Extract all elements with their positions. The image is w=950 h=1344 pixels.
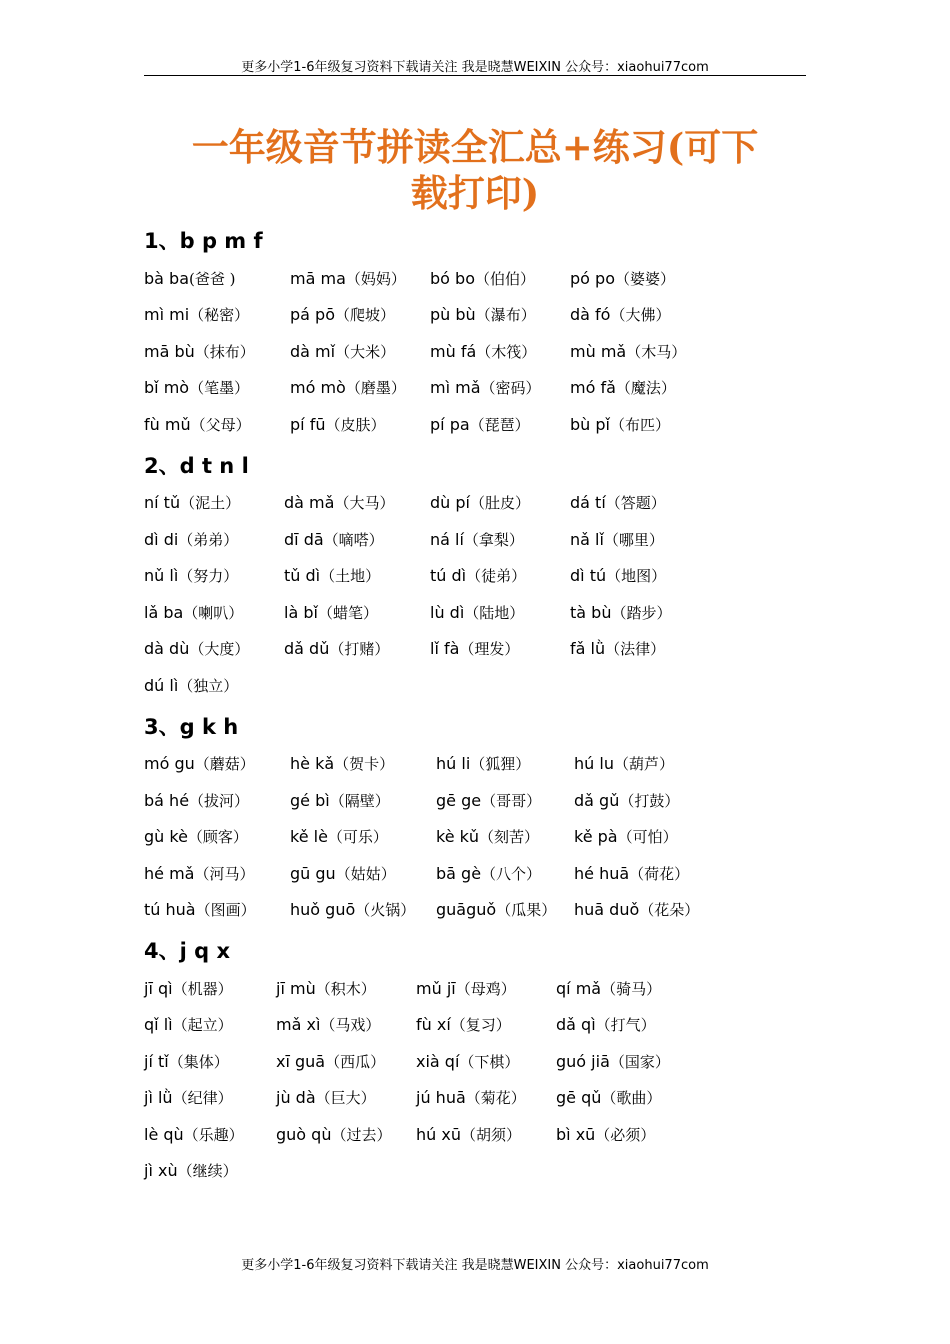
pinyin-text: gū gu	[290, 863, 336, 883]
pinyin-text: tú dì	[430, 566, 467, 586]
hanzi-text: （地图）	[606, 567, 667, 586]
pinyin-text: bù pǐ	[570, 414, 610, 434]
hanzi-text: （西瓜）	[325, 1052, 386, 1071]
word-item	[570, 565, 730, 586]
word-item	[144, 1014, 276, 1035]
section-heading: 2、d t n l	[144, 453, 249, 478]
word-row	[144, 1116, 824, 1153]
word-row	[144, 260, 824, 297]
pinyin-text: kě pà	[574, 827, 618, 847]
page-footer: 更多小学1-6年级复习资料下载请关注 我是晓慧WEIXIN 公众号：xiaohui77com	[241, 1258, 709, 1273]
hanzi-text: （踏步）	[611, 603, 672, 622]
word-row	[144, 819, 824, 856]
page-title	[144, 124, 806, 216]
word-item	[556, 1124, 716, 1145]
word-row	[144, 1043, 824, 1080]
pinyin-text: fǎ lǜ	[570, 639, 606, 659]
hanzi-text: （可乐）	[327, 828, 388, 847]
pinyin-text: dà dù	[144, 639, 190, 659]
pinyin-text: hú lu	[574, 754, 614, 774]
pinyin-text: dī dā	[284, 529, 324, 549]
pinyin-text: gù kè	[144, 827, 188, 847]
pinyin-text: gē qǔ	[556, 1088, 602, 1108]
syllable-sections	[144, 222, 824, 1193]
hanzi-text: （法律）	[605, 640, 666, 659]
word-item	[290, 341, 430, 362]
pinyin-text: dǎ qì	[556, 1015, 596, 1035]
word-row	[144, 558, 824, 595]
pinyin-text: mó mò	[290, 378, 346, 398]
hanzi-text: （喇叭）	[183, 603, 244, 622]
pinyin-text: fù xí	[416, 1015, 451, 1035]
hanzi-text: （木筏）	[476, 342, 537, 361]
word-item	[144, 753, 290, 774]
word-item	[144, 1051, 276, 1072]
hanzi-text: （独立）	[178, 676, 239, 695]
hanzi-text: （笔墨）	[189, 379, 250, 398]
hanzi-text: （布匹）	[609, 415, 670, 434]
hanzi-text: （瓜果）	[496, 901, 557, 920]
pinyin-text: guò qù	[276, 1124, 332, 1144]
hanzi-text: （歌曲）	[601, 1089, 662, 1108]
hanzi-text: （狐狸）	[470, 755, 531, 774]
pinyin-text: dù pí	[430, 493, 470, 513]
pinyin-text: bǐ mò	[144, 378, 190, 398]
pinyin-text: guāguǒ	[436, 900, 497, 920]
hanzi-text: （必须）	[595, 1125, 656, 1144]
hanzi-text: （继续）	[177, 1162, 238, 1181]
pinyin-text: dà mǎ	[284, 493, 335, 513]
word-item	[436, 863, 574, 884]
word-row	[144, 855, 824, 892]
word-item	[284, 529, 430, 550]
hanzi-text: （拿梨）	[463, 530, 524, 549]
word-item	[430, 529, 570, 550]
hanzi-text: （河马）	[194, 864, 255, 883]
pinyin-text: bà ba	[144, 268, 190, 288]
hanzi-text: （努力）	[178, 567, 239, 586]
word-row	[144, 1080, 824, 1117]
word-item	[436, 753, 574, 774]
hanzi-text: （抹布）	[194, 342, 255, 361]
word-item	[144, 304, 290, 325]
pinyin-text: tǔ dì	[284, 566, 321, 586]
word-item	[574, 826, 734, 847]
pinyin-text: mì mǎ	[430, 378, 481, 398]
hanzi-text: （蘑菇）	[194, 755, 255, 774]
pinyin-text: kè kǔ	[436, 827, 480, 847]
pinyin-text: xià qí	[416, 1051, 460, 1071]
pinyin-text: mó fǎ	[570, 378, 616, 398]
pinyin-text: hú li	[436, 754, 471, 774]
pinyin-text: bā gè	[436, 863, 482, 883]
word-item	[556, 1014, 716, 1035]
pinyin-text: là bǐ	[284, 602, 318, 622]
word-row	[144, 333, 824, 370]
pinyin-text: tà bù	[570, 602, 612, 622]
pinyin-text: pí fū	[290, 414, 326, 434]
word-item	[144, 863, 290, 884]
word-item	[290, 304, 430, 325]
word-item	[556, 1051, 716, 1072]
word-item	[570, 268, 730, 289]
word-row	[144, 892, 824, 929]
hanzi-text: （嘀嗒）	[323, 530, 384, 549]
word-item	[144, 899, 290, 920]
pinyin-text: lù dì	[430, 602, 465, 622]
word-item	[430, 304, 570, 325]
hanzi-text: （大米）	[335, 342, 396, 361]
word-item	[430, 268, 570, 289]
word-item	[144, 341, 290, 362]
word-item	[144, 826, 290, 847]
pinyin-text: mǔ jī	[416, 978, 456, 998]
word-item	[570, 377, 730, 398]
pinyin-text: huǒ guō	[290, 900, 356, 920]
word-item	[290, 899, 436, 920]
pinyin-text: jī mù	[276, 978, 316, 998]
hanzi-text: （理发）	[459, 640, 520, 659]
hanzi-text: （骑马）	[601, 979, 662, 998]
word-item	[276, 978, 416, 999]
word-item	[144, 492, 284, 513]
word-item	[430, 492, 570, 513]
word-item	[556, 978, 716, 999]
pinyin-text: dà mǐ	[290, 341, 336, 361]
pinyin-text: ní tǔ	[144, 493, 181, 513]
pinyin-text: dì tú	[570, 566, 607, 586]
hanzi-text: （贺卡）	[334, 755, 395, 774]
word-item	[574, 863, 734, 884]
pinyin-text: pù bù	[430, 305, 476, 325]
word-row	[144, 370, 824, 407]
word-row	[144, 594, 824, 631]
hanzi-text: （荷花）	[629, 864, 690, 883]
hanzi-text: （陆地）	[464, 603, 525, 622]
pinyin-text: nǔ lì	[144, 566, 179, 586]
word-item	[416, 1124, 556, 1145]
word-item	[290, 414, 430, 435]
hanzi-text: （胡须）	[460, 1125, 521, 1144]
pinyin-text: huā duǒ	[574, 900, 640, 920]
word-item	[284, 492, 430, 513]
pinyin-text: pí pa	[430, 414, 470, 434]
pinyin-text: mǎ xì	[276, 1015, 321, 1035]
word-row	[144, 297, 824, 334]
hanzi-text: （纪律）	[172, 1089, 233, 1108]
hanzi-text: （复习）	[450, 1016, 511, 1035]
pinyin-text: qí mǎ	[556, 978, 602, 998]
pinyin-text: dà fó	[570, 305, 611, 325]
word-item	[290, 753, 436, 774]
hanzi-text: （婆婆）	[614, 269, 675, 288]
word-item	[144, 1087, 276, 1108]
hanzi-text: （菊花）	[465, 1089, 526, 1108]
pinyin-text: hè kǎ	[290, 754, 335, 774]
hanzi-text: （母鸡）	[455, 979, 516, 998]
hanzi-text: （大度）	[189, 640, 250, 659]
hanzi-text: （蜡笔）	[317, 603, 378, 622]
word-item	[144, 675, 284, 696]
word-item	[284, 565, 430, 586]
hanzi-text: （积木）	[315, 979, 376, 998]
pinyin-text: pó po	[570, 268, 615, 288]
word-item	[290, 826, 436, 847]
title-line-1: 一年级音节拼读全汇总+练习(可下	[191, 125, 759, 169]
hanzi-text: （可怕）	[617, 828, 678, 847]
hanzi-text: （妈妈）	[345, 269, 406, 288]
word-item	[416, 1014, 556, 1035]
word-row	[144, 631, 824, 668]
section-heading: 3、g k h	[144, 714, 239, 739]
hanzi-text: （隔壁）	[329, 791, 390, 810]
pinyin-text: dú lì	[144, 675, 179, 695]
pinyin-text: jí tǐ	[144, 1051, 169, 1071]
pinyin-text: gé bì	[290, 790, 330, 810]
hanzi-text: （图画）	[195, 901, 256, 920]
hanzi-text: （伯伯）	[474, 269, 535, 288]
word-item	[144, 1160, 276, 1181]
word-item	[276, 1051, 416, 1072]
hanzi-text: （起立）	[172, 1016, 233, 1035]
hanzi-text: （拔河）	[189, 791, 250, 810]
hanzi-text: （打气）	[595, 1016, 656, 1035]
word-item	[276, 1087, 416, 1108]
hanzi-text: （乐趣）	[183, 1125, 244, 1144]
word-item	[430, 414, 570, 435]
hanzi-text: （皮肤）	[325, 415, 386, 434]
pinyin-text: hú xū	[416, 1124, 461, 1144]
pinyin-text: guó jiā	[556, 1051, 610, 1071]
pinyin-text: lǐ fà	[430, 639, 460, 659]
header-divider	[144, 75, 806, 76]
word-row	[144, 667, 824, 704]
hanzi-text: （肚皮）	[469, 494, 530, 513]
pinyin-text: kě lè	[290, 827, 328, 847]
hanzi-text: （打赌）	[329, 640, 390, 659]
section-4	[144, 932, 824, 1189]
title-line-2: 载打印)	[410, 171, 540, 215]
section-1	[144, 222, 824, 443]
word-item	[430, 341, 570, 362]
word-item	[436, 790, 574, 811]
hanzi-text: （泥土）	[180, 494, 241, 513]
word-row	[144, 1153, 824, 1190]
word-item	[144, 268, 290, 289]
word-item	[290, 377, 430, 398]
pinyin-text: tú huà	[144, 900, 196, 920]
word-item	[430, 602, 570, 623]
hanzi-text: （集体）	[168, 1052, 229, 1071]
pinyin-text: mā bù	[144, 341, 195, 361]
hanzi-text: （弟弟）	[178, 530, 239, 549]
word-item	[570, 304, 730, 325]
hanzi-text: （国家）	[609, 1052, 670, 1071]
word-row	[144, 485, 824, 522]
word-item	[570, 529, 730, 550]
word-item	[570, 341, 730, 362]
word-item	[144, 565, 284, 586]
word-item	[144, 978, 276, 999]
word-row	[144, 746, 824, 783]
hanzi-text: （打鼓）	[619, 791, 680, 810]
word-item	[430, 565, 570, 586]
word-item	[570, 414, 730, 435]
pinyin-text: jì xù	[144, 1161, 178, 1181]
word-item	[284, 602, 430, 623]
hanzi-text: （哥哥）	[481, 791, 542, 810]
word-item	[276, 1014, 416, 1035]
word-item	[574, 753, 734, 774]
hanzi-text: （哪里）	[603, 530, 664, 549]
word-row	[144, 521, 824, 558]
hanzi-text: （火锅）	[355, 901, 416, 920]
hanzi-text: （巨大）	[315, 1089, 376, 1108]
word-item	[144, 414, 290, 435]
pinyin-text: gē ge	[436, 790, 482, 810]
hanzi-text: (爸爸 )	[189, 269, 236, 288]
pinyin-text: mù fá	[430, 341, 477, 361]
pinyin-text: hé mǎ	[144, 863, 195, 883]
word-item	[556, 1087, 716, 1108]
page-header: 更多小学1-6年级复习资料下载请关注 我是晓慧WEIXIN 公众号：xiaohui77com	[241, 60, 709, 75]
hanzi-text: （琵琶）	[469, 415, 530, 434]
pinyin-text: nǎ lǐ	[570, 529, 604, 549]
hanzi-text: （磨墨）	[345, 379, 406, 398]
pinyin-text: bá hé	[144, 790, 190, 810]
hanzi-text: （大佛）	[610, 306, 671, 325]
word-item	[144, 377, 290, 398]
word-item	[144, 790, 290, 811]
hanzi-text: （父母）	[190, 415, 251, 434]
pinyin-text: jú huā	[416, 1088, 466, 1108]
pinyin-text: mì mi	[144, 305, 190, 325]
pinyin-text: mā ma	[290, 268, 346, 288]
pinyin-text: pá pō	[290, 305, 335, 325]
word-item	[290, 268, 430, 289]
pinyin-text: dǎ gǔ	[574, 790, 620, 810]
pinyin-text: bó bo	[430, 268, 475, 288]
word-item	[430, 638, 570, 659]
word-item	[290, 790, 436, 811]
word-item	[416, 1051, 556, 1072]
hanzi-text: （密码）	[480, 379, 541, 398]
pinyin-text: ná lí	[430, 529, 464, 549]
pinyin-text: bì xū	[556, 1124, 596, 1144]
pinyin-text: mù mǎ	[570, 341, 627, 361]
pinyin-text: hé huā	[574, 863, 630, 883]
word-item	[276, 1124, 416, 1145]
hanzi-text: （刻苦）	[479, 828, 540, 847]
word-item	[436, 899, 574, 920]
section-2	[144, 447, 824, 704]
section-heading: 1、b p m f	[144, 229, 263, 253]
section-heading: 4、j q x	[144, 939, 231, 963]
pinyin-text: xī guā	[276, 1051, 326, 1071]
hanzi-text: （姑姑）	[335, 864, 396, 883]
word-item	[416, 978, 556, 999]
word-row	[144, 970, 824, 1007]
hanzi-text: （土地）	[320, 567, 381, 586]
pinyin-text: mó gu	[144, 754, 195, 774]
hanzi-text: （木马）	[626, 342, 687, 361]
word-row	[144, 406, 824, 443]
pinyin-text: lǎ ba	[144, 602, 184, 622]
hanzi-text: （马戏）	[320, 1016, 381, 1035]
pinyin-text: dá tí	[570, 493, 606, 513]
word-item	[144, 602, 284, 623]
hanzi-text: （葫芦）	[613, 755, 674, 774]
hanzi-text: （魔法）	[615, 379, 676, 398]
pinyin-text: jì lǜ	[144, 1088, 173, 1108]
word-item	[144, 529, 284, 550]
word-item	[570, 638, 730, 659]
word-item	[430, 377, 570, 398]
pinyin-text: qǐ lì	[144, 1015, 173, 1035]
word-item	[436, 826, 574, 847]
hanzi-text: （过去）	[331, 1125, 392, 1144]
hanzi-text: （徒弟）	[466, 567, 527, 586]
pinyin-text: dì di	[144, 529, 179, 549]
hanzi-text: （爬坡）	[335, 306, 396, 325]
word-item	[574, 899, 734, 920]
word-item	[570, 492, 730, 513]
word-item	[416, 1087, 556, 1108]
hanzi-text: （大马）	[334, 494, 395, 513]
hanzi-text: （瀑布）	[475, 306, 536, 325]
hanzi-text: （八个）	[481, 864, 542, 883]
pinyin-text: lè qù	[144, 1124, 184, 1144]
word-item	[574, 790, 734, 811]
hanzi-text: （答题）	[605, 494, 666, 513]
pinyin-text: jù dà	[276, 1088, 316, 1108]
word-item	[284, 638, 430, 659]
word-item	[144, 638, 284, 659]
section-3	[144, 708, 824, 929]
word-row	[144, 782, 824, 819]
hanzi-text: （机器）	[172, 979, 233, 998]
hanzi-text: （下棋）	[459, 1052, 520, 1071]
hanzi-text: （顾客）	[187, 828, 248, 847]
word-row	[144, 1007, 824, 1044]
pinyin-text: fù mǔ	[144, 414, 191, 434]
word-item	[144, 1124, 276, 1145]
pinyin-text: dǎ dǔ	[284, 639, 330, 659]
hanzi-text: （花朵）	[639, 901, 700, 920]
pinyin-text: jī qì	[144, 978, 173, 998]
word-item	[290, 863, 436, 884]
hanzi-text: （秘密）	[189, 306, 250, 325]
word-item	[570, 602, 730, 623]
